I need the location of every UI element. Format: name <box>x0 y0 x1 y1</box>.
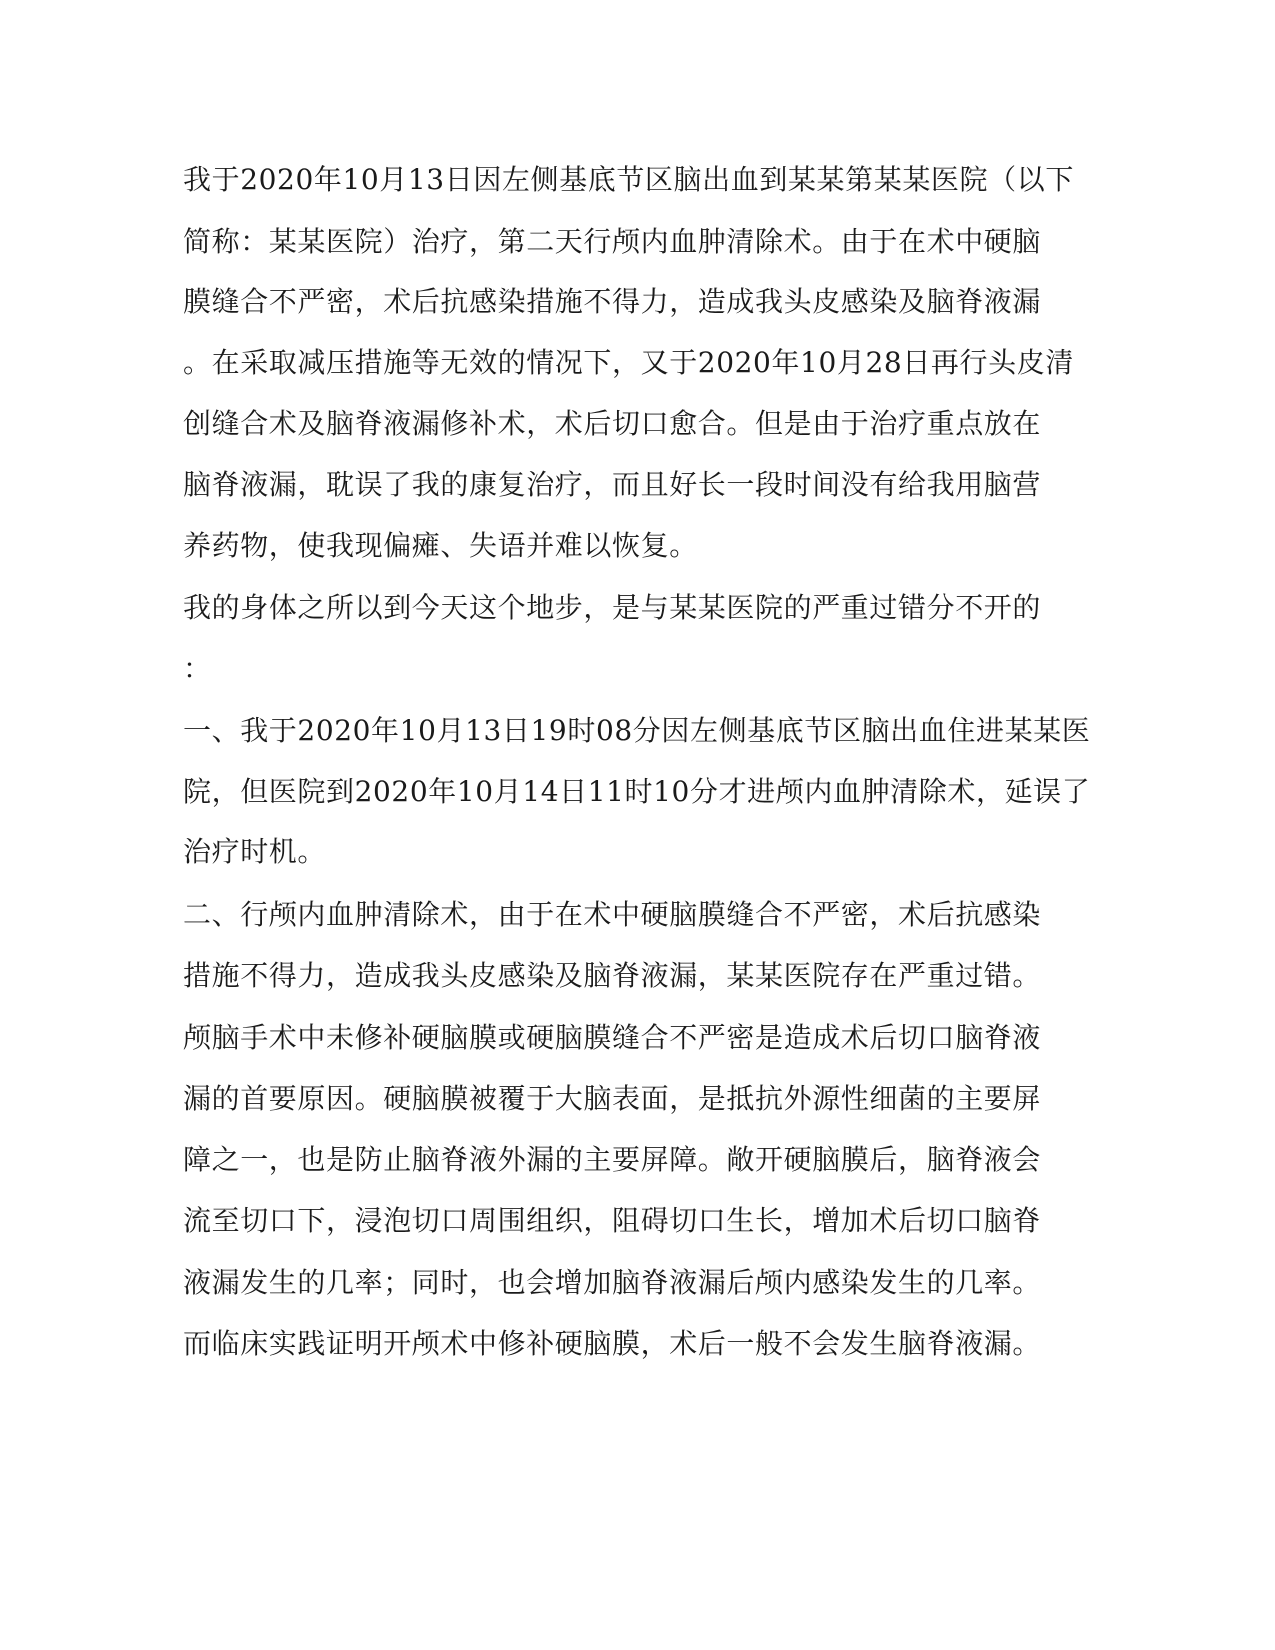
text-line: 我的身体之所以到今天这个地步，是与某某医院的严重过错分不开的 <box>183 591 1042 624</box>
text-line: 措施不得力，造成我头皮感染及脑脊液漏，某某医院存在严重过错。 <box>183 959 1042 992</box>
text-line: 障之一，也是防止脑脊液外漏的主要屏障。敞开硬脑膜后，脑脊液会 <box>183 1143 1042 1176</box>
text-line: 液漏发生的几率；同时，也会增加脑脊液漏后颅内感染发生的几率。 <box>183 1266 1042 1299</box>
text-line: 而临床实践证明开颅术中修补硬脑膜，术后一般不会发生脑脊液漏。 <box>183 1327 1042 1360</box>
text-line: 颅脑手术中未修补硬脑膜或硬脑膜缝合不严密是造成术后切口脑脊液 <box>183 1021 1042 1054</box>
text-line: 脑脊液漏，耽误了我的康复治疗，而且好长一段时间没有给我用脑营 <box>183 468 1042 501</box>
text-line: 漏的首要原因。硬脑膜被覆于大脑表面，是抵抗外源性细菌的主要屏 <box>183 1082 1042 1115</box>
text-line: 院，但医院到2020年10月14日11时10分才进颅内血肿清除术，延误了 <box>183 775 1091 808</box>
text-line: 二、行颅内血肿清除术，由于在术中硬脑膜缝合不严密，术后抗感染 <box>183 898 1042 931</box>
text-line: 治疗时机。 <box>183 835 327 868</box>
text-line: 膜缝合不严密，术后抗感染措施不得力，造成我头皮感染及脑脊液漏 <box>183 285 1042 318</box>
text-line: ： <box>183 652 212 685</box>
text-line: 。在采取减压措施等无效的情况下，又于2020年10月28日再行头皮清 <box>183 346 1074 379</box>
text-line: 养药物，使我现偏瘫、失语并难以恢复。 <box>183 529 698 562</box>
text-line: 我于2020年10月13日因左侧基底节区脑出血到某某第某某医院（以下 <box>183 163 1074 196</box>
text-line: 一、我于2020年10月13日19时08分因左侧基底节区脑出血住进某某医 <box>183 714 1091 747</box>
text-line: 流至切口下，浸泡切口周围组织，阻碍切口生长，增加术后切口脑脊 <box>183 1204 1042 1237</box>
text-line: 创缝合术及脑脊液漏修补术，术后切口愈合。但是由于治疗重点放在 <box>183 407 1042 440</box>
text-line: 简称：某某医院）治疗，第二天行颅内血肿清除术。由于在术中硬脑 <box>183 225 1042 258</box>
